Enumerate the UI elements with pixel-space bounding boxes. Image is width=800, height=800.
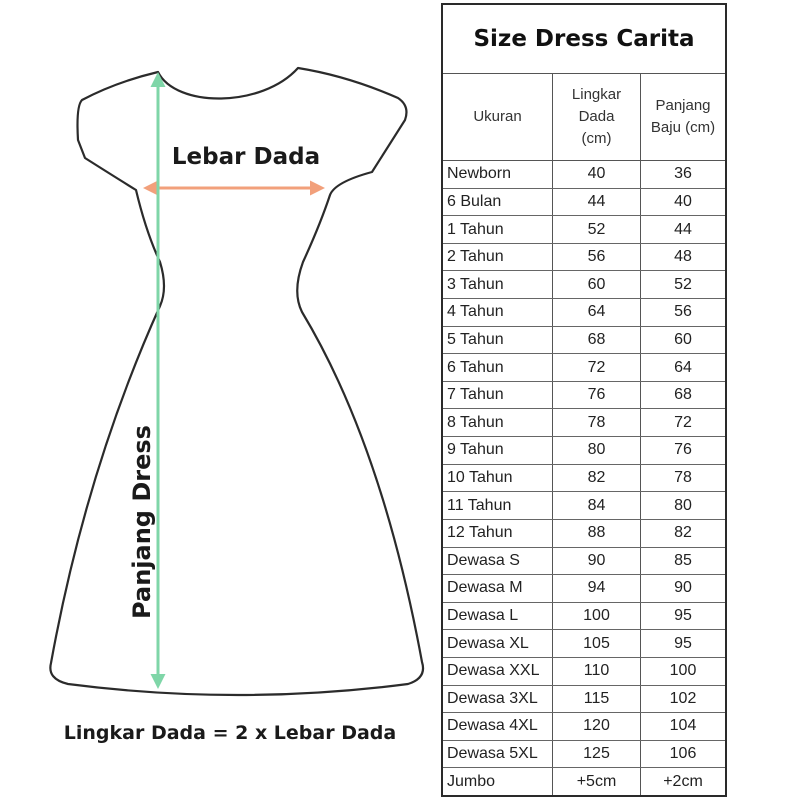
cell-size: 3 Tahun: [443, 271, 553, 298]
cell-chest: 44: [553, 189, 641, 216]
header-chest: [553, 74, 641, 160]
cell-chest: 60: [553, 271, 641, 298]
cell-length: 104: [669, 717, 697, 735]
table-row: [443, 382, 725, 410]
cell-length: 82: [674, 524, 692, 542]
size-table: [441, 3, 727, 797]
cell-length: 56: [674, 303, 692, 321]
table-row: [443, 354, 725, 382]
table-row: [443, 299, 725, 327]
cell-size: Dewasa XL: [443, 630, 553, 657]
table-header-row: [443, 74, 725, 161]
cell-chest: 80: [553, 437, 641, 464]
cell-size: 12 Tahun: [443, 520, 553, 547]
cell-chest: 64: [553, 299, 641, 326]
table-row: [443, 327, 725, 355]
cell-chest: 105: [553, 630, 641, 657]
table-row: [443, 437, 725, 465]
cell-size: 7 Tahun: [443, 382, 553, 409]
cell-size: 6 Bulan: [443, 189, 553, 216]
cell-size: 2 Tahun: [443, 244, 553, 271]
table-row: [443, 658, 725, 686]
cell-length: 64: [674, 358, 692, 376]
cell-chest: 120: [553, 713, 641, 740]
cell-size: 1 Tahun: [443, 216, 553, 243]
table-body: [443, 161, 725, 795]
cell-size: Dewasa S: [443, 548, 553, 575]
table-row: [443, 492, 725, 520]
cell-length: 76: [674, 441, 692, 459]
table-row: [443, 409, 725, 437]
header-chest-line1: Lingkar: [571, 86, 622, 103]
cell-length: 68: [674, 386, 692, 404]
header-length: [641, 74, 725, 160]
chest-width-label: Lebar Dada: [171, 144, 321, 170]
cell-length: 40: [674, 192, 692, 210]
table-row: [443, 271, 725, 299]
cell-chest: 88: [553, 520, 641, 547]
table-row: [443, 603, 725, 631]
cell-size: 11 Tahun: [443, 492, 553, 519]
table-row: [443, 465, 725, 493]
cell-size: 9 Tahun: [443, 437, 553, 464]
cell-chest: 82: [553, 465, 641, 492]
cell-size: 10 Tahun: [443, 465, 553, 492]
cell-length: 100: [669, 662, 697, 680]
cell-size: Dewasa XXL: [443, 658, 553, 685]
cell-size: Newborn: [443, 161, 553, 188]
cell-chest: 76: [553, 382, 641, 409]
cell-chest: 78: [553, 409, 641, 436]
cell-length: 36: [674, 165, 692, 183]
chest-formula: Lingkar Dada = 2 x Lebar Dada: [63, 722, 397, 744]
table-row: [443, 244, 725, 272]
table-row: [443, 189, 725, 217]
table-row: [443, 713, 725, 741]
dress-length-label: Panjang Dress: [128, 425, 156, 619]
cell-chest: 52: [553, 216, 641, 243]
cell-chest: 125: [553, 741, 641, 768]
table-row: [443, 548, 725, 576]
table-row: [443, 520, 725, 548]
table-row: [443, 741, 725, 769]
cell-size: 6 Tahun: [443, 354, 553, 381]
cell-length: 90: [674, 579, 692, 597]
cell-chest: 100: [553, 603, 641, 630]
header-length-line1: Panjang: [655, 97, 711, 114]
cell-length: 44: [674, 220, 692, 238]
table-title: Size Dress Carita: [443, 5, 725, 74]
cell-length: 72: [674, 413, 692, 431]
cell-length: 80: [674, 496, 692, 514]
cell-chest: 68: [553, 327, 641, 354]
cell-chest: 84: [553, 492, 641, 519]
cell-length: +2cm: [663, 772, 703, 790]
cell-length: 102: [669, 689, 697, 707]
cell-length: 78: [674, 469, 692, 486]
table-row: [443, 686, 725, 714]
cell-size: Jumbo: [443, 768, 553, 795]
cell-length: 52: [674, 275, 692, 293]
table-row: [443, 630, 725, 658]
cell-chest: 94: [553, 575, 641, 602]
header-size: Ukuran: [443, 74, 553, 160]
table-row: [443, 216, 725, 244]
cell-length: 85: [674, 551, 692, 569]
header-chest-line2: Dada: [578, 108, 615, 125]
cell-chest: 110: [553, 658, 641, 685]
header-chest-line3: (cm): [581, 130, 612, 147]
cell-chest: 115: [553, 686, 641, 713]
table-row: [443, 161, 725, 189]
cell-length: 95: [674, 634, 692, 652]
header-length-line2: Baju (cm): [650, 119, 716, 136]
cell-chest: 40: [553, 161, 641, 188]
cell-size: 5 Tahun: [443, 327, 553, 354]
cell-chest: 56: [553, 244, 641, 271]
cell-size: Dewasa 4XL: [443, 713, 553, 740]
cell-chest: 72: [553, 354, 641, 381]
cell-size: Dewasa 5XL: [443, 741, 553, 768]
table-row: [443, 768, 725, 795]
cell-chest: 90: [553, 548, 641, 575]
cell-length: 60: [674, 330, 692, 348]
cell-length: 48: [674, 248, 692, 266]
cell-size: 8 Tahun: [443, 409, 553, 436]
cell-length: 106: [669, 745, 697, 763]
cell-size: Dewasa M: [443, 575, 553, 602]
cell-size: Dewasa 3XL: [443, 686, 553, 713]
cell-size: 4 Tahun: [443, 299, 553, 326]
cell-chest: +5cm: [553, 768, 641, 795]
cell-size: Dewasa L: [443, 603, 553, 630]
cell-length: 95: [674, 607, 692, 625]
table-row: [443, 575, 725, 603]
